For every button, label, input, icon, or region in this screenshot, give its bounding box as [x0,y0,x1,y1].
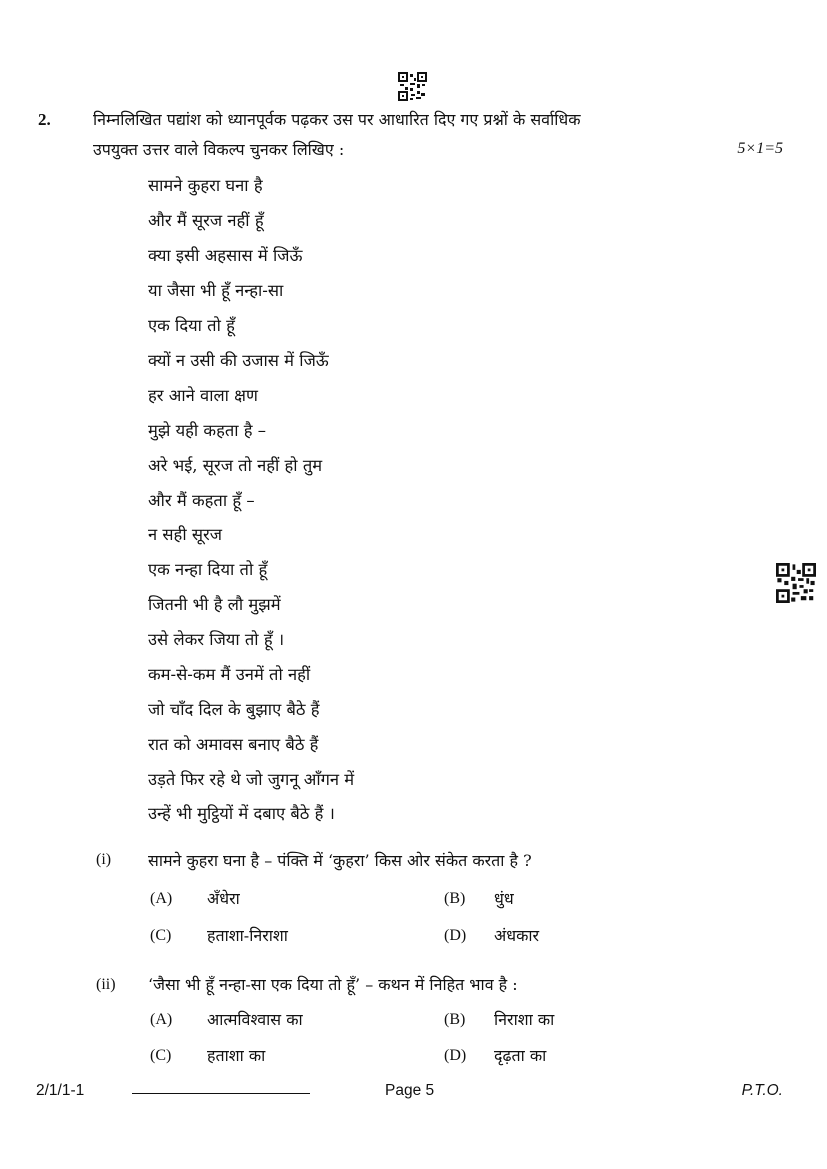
subquestion-text: सामने कुहरा घना है – पंक्ति में ‘कुहरा’ किस ओर संकेत करता है ? [148,851,532,870]
question-instruction-line1: निम्नलिखित पद्यांश को ध्यानपूर्वक पढ़कर उस पर आधारित दिए गए प्रश्नों के सर्वाधिक [93,110,581,129]
option-label: (C) [150,927,172,944]
question-number: 2. [38,110,51,129]
poem-line: उन्हें भी मुट्ठियों में दबाए बैठे हैं । [148,804,335,823]
poem-line: जितनी भी है लौ मुझमें [148,595,281,614]
poem-line: क्यों न उसी की उजास में जिऊँ [148,351,329,370]
question-marks: 5×1=5 [737,140,783,157]
poem-line: एक दिया तो हूँ [148,316,235,335]
option-label: (A) [150,890,173,907]
footer-pto: P.T.O. [741,1082,783,1099]
option-label: (B) [444,890,466,907]
option-label: (A) [150,1011,173,1028]
poem-line: अरे भई, सूरज तो नहीं हो तुम [148,456,323,475]
option-text: हताशा का [207,1046,266,1065]
poem-line: मुझे यही कहता है – [148,421,267,440]
option-label: (D) [444,927,467,944]
poem-line: जो चाँद दिल के बुझाए बैठे हैं [148,700,320,719]
subquestion-label: (ii) [96,976,116,993]
footer-page-number: Page 5 [385,1082,435,1099]
poem-line: हर आने वाला क्षण [148,386,258,405]
poem-line: और मैं सूरज नहीं हूँ [148,211,264,230]
subquestion-label: (i) [96,851,112,868]
poem-line: सामने कुहरा घना है [148,176,263,195]
footer-divider [132,1093,310,1094]
poem-line: कम-से-कम मैं उनमें तो नहीं [148,665,311,684]
question-instruction-line2: उपयुक्त उत्तर वाले विकल्प चुनकर लिखिए : [93,140,345,159]
option-label: (D) [444,1047,467,1064]
option-text: धुंध [494,889,514,908]
option-text: दृढ़ता का [494,1046,547,1065]
option-text: हताशा-निराशा [207,926,288,945]
option-text: अंधकार [494,926,540,945]
side-qr-code-icon [776,563,816,603]
poem-line: और मैं कहता हूँ – [148,491,255,510]
subquestion-text: ‘जैसा भी हूँ नन्हा-सा एक दिया तो हूँ’ – कथन में निहित भाव है : [148,975,518,994]
option-label: (B) [444,1011,466,1028]
poem-line: रात को अमावस बनाए बैठे हैं [148,735,319,754]
poem-line: या जैसा भी हूँ नन्हा-सा [148,281,284,300]
option-text: आत्मविश्वास का [207,1010,303,1029]
option-label: (C) [150,1047,172,1064]
top-qr-code-icon [398,72,427,101]
poem-line: न सही सूरज [148,525,222,544]
poem-line: उड़ते फिर रहे थे जो जुगनू आँगन में [148,770,355,789]
option-text: निराशा का [494,1010,555,1029]
option-text: अँधेरा [207,889,240,908]
poem-line: एक नन्हा दिया तो हूँ [148,560,268,579]
footer-paper-code: 2/1/1-1 [36,1082,85,1099]
poem-line: उसे लेकर जिया तो हूँ । [148,630,285,649]
poem-line: क्या इसी अहसास में जिऊँ [148,246,303,265]
